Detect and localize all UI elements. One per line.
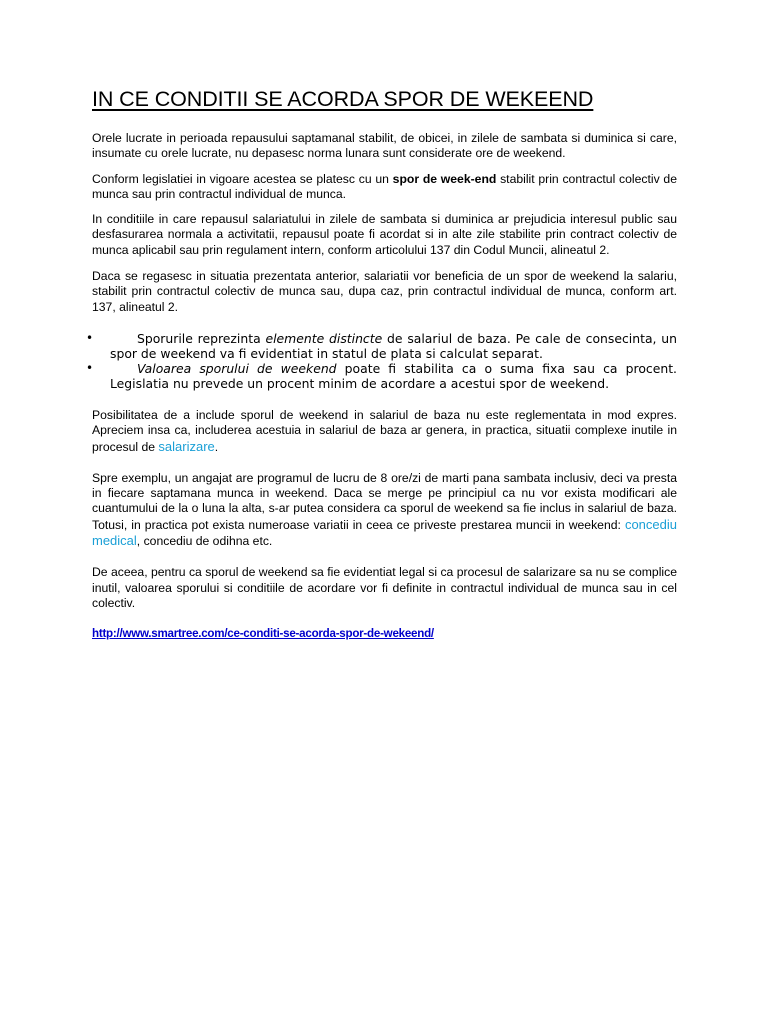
paragraph-legislation (92, 172, 677, 203)
paragraph-conditions: In conditiile in care repausul salariatului in zilele de sambata si duminica ar prejudicia interesul public sau desfasurarea normala a activitatii, repausul poate fi acordat si in alte zile stabilite prin contract colectiv de munca aplicabil sau prin regulament intern, conform articolului 137 din Codul Muncii, alineatul 2. (92, 212, 677, 257)
list-item (86, 360, 677, 391)
paragraph-example (92, 471, 677, 549)
document-title: IN CE CONDITII SE ACORDA SPOR DE WEKEEND (92, 87, 594, 111)
list-item (86, 330, 677, 361)
bullet-text-end: de salariul de baza. Pe cale de consecinta, un spor de weekend va fi evidentiat in statul de plata si calculat separat. (110, 330, 677, 361)
link-salarizare[interactable]: salarizare (158, 438, 215, 454)
bullet-marker: • (86, 360, 94, 375)
paragraph-legislation-text-end: stabilit prin contractul colectiv de munca sau prin contractul individual de munca. (92, 171, 677, 201)
bold-spor-de-week-end: spor de week-end (392, 171, 497, 186)
bullet-text: Sporurile reprezinta (137, 330, 266, 346)
bullet-marker: • (86, 330, 94, 345)
paragraph-situation: Daca se regasesc in situatia prezentata anterior, salariatii vor beneficia de un spor de weekend la salariu, stabilit prin contractul colectiv de munca sau, dupa caz, prin contractul individual de munca, conform art. 137, alineatul 2. (92, 269, 677, 314)
bullet-list (86, 330, 677, 391)
italic-valoarea-sporului: Valoarea sporului de weekend (137, 360, 337, 376)
source-url-link[interactable]: http://www.smartree.com/ce-conditi-se-acorda-spor-de-wekeend/ (92, 627, 434, 641)
paragraph-weekend-hours: Orele lucrate in perioada repausului saptamanal stabilit, de obicei, in zilele de sambata si duminica si care, insumate cu orele lucrate, nu depasesc norma lunara sunt considerate ore de weekend. (92, 131, 677, 161)
paragraph-base-salary (92, 408, 677, 455)
paragraph-example-text-end: , concediu de odihna etc. (136, 534, 273, 549)
bullet-text-end: poate fi stabilita ca o suma fixa sau ca procent. Legislatia nu prevede un procent minim de acordare a acestui spor de weekend. (110, 360, 677, 391)
italic-elemente-distincte: elemente distincte (265, 330, 383, 346)
source-line (92, 626, 677, 641)
paragraph-base-salary-text: Posibilitatea de a include sporul de weekend in salariul de baza nu este reglementata in mod expres. Apreciem insa ca, includerea acestuia in salariul de baza ar genera, in practica, situatii complexe inutile in procesul de (92, 407, 677, 454)
paragraph-legislation-text: Conform legislatiei in vigoare acestea se platesc cu un (92, 171, 393, 186)
link-concediu-medical[interactable]: concediu medical (92, 516, 677, 549)
paragraph-base-salary-text-end: . (214, 439, 219, 454)
paragraph-conclusion: De aceea, pentru ca sporul de weekend sa fie evidentiat legal si ca procesul de salarizare sa nu se complice inutil, valoarea sporului si conditiile de acordare vor fi definite in contractul individual de munca sau in cel colectiv. (92, 565, 677, 610)
paragraph-example-text: Spre exemplu, un angajat are programul de lucru de 8 ore/zi de marti pana sambata inclusiv, deci va presta in fiecare saptamana munca in weekend. Daca se merge pe principiul ca nu vor exista modificari ale cuantumului de la o luna la alta, s-ar putea considera ca sporul de weekend sa fie inclus in salariul de baza. Totusi, in practica pot exista numeroase variatii in ceea ce priveste prestarea muncii in weekend: (92, 470, 677, 532)
